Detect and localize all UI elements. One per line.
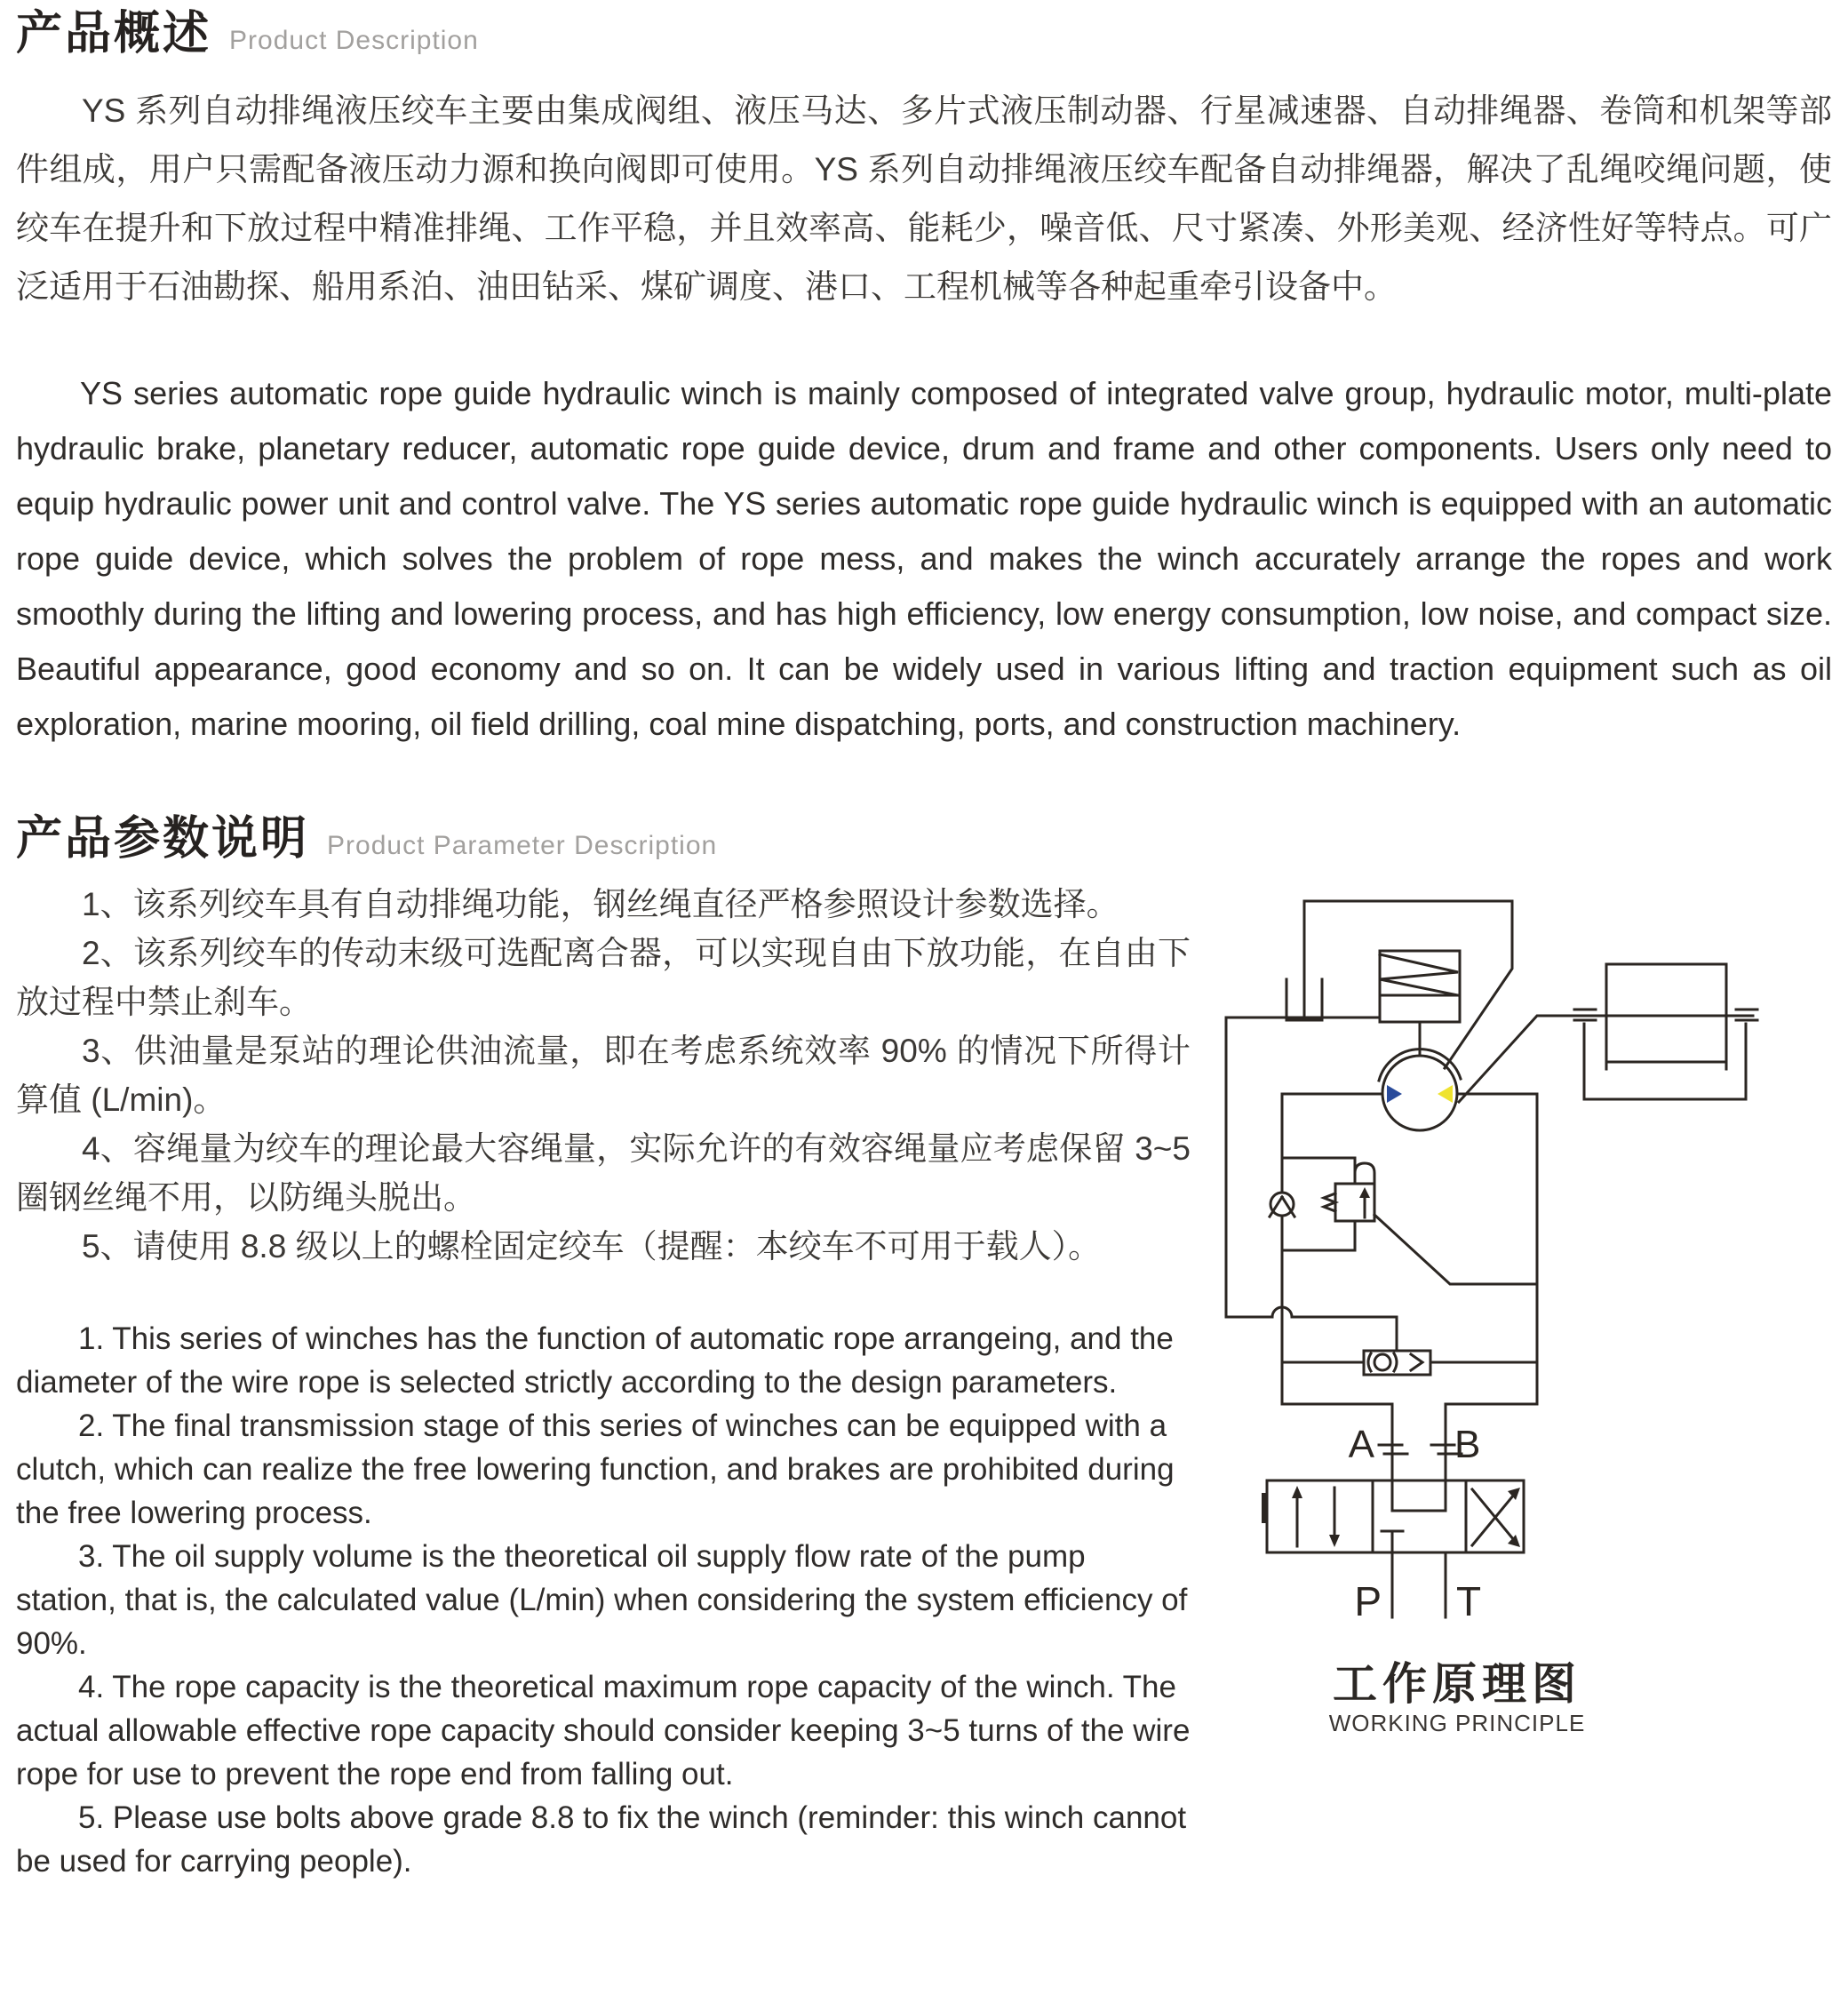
pt-port-lines bbox=[1392, 1552, 1446, 1617]
parameter-title-zh: 产品参数说明 bbox=[16, 813, 310, 865]
motor-port-triangle-blue bbox=[1387, 1085, 1402, 1103]
overview-paragraph-zh: YS 系列自动排绳液压绞车主要由集成阀组、液压马达、多片式液压制动器、行星减速器、自动排绳器、卷筒和机架等部件组成，用户只需配备液压动力源和换向阀即可使用。YS 系列自动排绳液压绞车配备自动排绳器，解决了乱绳咬绳问题，使绞车在提升和下放过程中精准排绳、工作平稳，并且效率高、能耗少，噪音低、尺寸紧凑、外形美观、经济性好等特点。可广泛适用于石油勘探、船用系泊、油田钻采、煤矿调度、港口、工程机械等各种起重牵引设备中。 bbox=[16, 92, 1832, 305]
overview-section bbox=[16, 5, 1832, 752]
hydraulic-schematic-icon bbox=[1191, 880, 1848, 1742]
directional-valve-symbol bbox=[1264, 1480, 1524, 1552]
overview-title-en: Product Description bbox=[229, 26, 479, 55]
note-item-zh: 3、供油量是泵站的理论供油流量，即在考虑系统效率 90% 的情况下所得计算值 (L/min)。 bbox=[16, 1033, 1191, 1118]
counterbalance-valve-symbol bbox=[1282, 1158, 1537, 1284]
port-label-p: P bbox=[1354, 1578, 1382, 1624]
note-item-zh: 4、容绳量为绞车的理论最大容绳量，实际允许的有效容绳量应考虑保留 3~5 圈钢丝绳不用，以防绳头脱出。 bbox=[16, 1130, 1191, 1216]
parameter-header bbox=[16, 810, 1832, 867]
diagram-caption-en: WORKING PRINCIPLE bbox=[1328, 1710, 1586, 1736]
note-item-zh: 1、该系列绞车具有自动排绳功能，钢丝绳直径严格参照设计参数选择。 bbox=[82, 886, 1119, 922]
note-item-en: 4. The rope capacity is the theoretical maximum rope capacity of the winch. The actual allowable effective rope capacity should consider keeping 3~5 turns of the wire rope for use to prevent the rope end from falling out. bbox=[16, 1670, 1191, 1792]
note-item-en: 2. The final transmission stage of this series of winches can be equipped with a clutch, which can realize the free lowering function, and brakes are prohibited during the free lowering process. bbox=[16, 1408, 1175, 1530]
motor-port-triangle-yellow bbox=[1438, 1085, 1453, 1103]
shuttle-valve-symbol bbox=[1282, 1351, 1537, 1375]
overview-title-zh: 产品概述 bbox=[16, 8, 212, 60]
port-label-a: A bbox=[1348, 1423, 1374, 1466]
check-valve-symbol bbox=[1270, 1193, 1294, 1217]
parameter-title-en: Product Parameter Description bbox=[327, 831, 718, 860]
port-label-t: T bbox=[1456, 1578, 1482, 1624]
drum-symbol bbox=[1459, 964, 1757, 1102]
note-item-en: 5. Please use bolts above grade 8.8 to fix the winch (reminder: this winch cannot be used for carrying people). bbox=[16, 1800, 1187, 1879]
note-item-en: 3. The oil supply volume is the theoretical oil supply flow rate of the pump station, that is, the calculated value (L/min) when considering the system efficiency of 90%. bbox=[16, 1539, 1188, 1661]
port-label-b: B bbox=[1454, 1423, 1481, 1466]
work-lines bbox=[1282, 1094, 1537, 1480]
note-item-zh: 2、该系列绞车的传动末级可选配离合器，可以实现自由下放功能，在自由下放过程中禁止刹车。 bbox=[16, 935, 1191, 1020]
notes-zh-list bbox=[16, 880, 1191, 1271]
diagram-caption-zh: 工作原理图 bbox=[1333, 1659, 1581, 1709]
parameter-text-column bbox=[16, 880, 1191, 1883]
notes-en-list bbox=[16, 1317, 1191, 1883]
note-item-en: 1. This series of winches has the function of automatic rope arrangeing, and the diameter of the wire rope is selected strictly according to the design parameters. bbox=[16, 1321, 1174, 1400]
overview-paragraph-en: YS series automatic rope guide hydraulic winch is mainly composed of integrated valve group, hydraulic motor, multi-plate hydraulic brake, planetary reducer, automatic rope guide device, drum and frame and other components. Users only need to equip hydraulic power unit and control valve. The YS series automatic rope guide hydraulic winch is equipped with an automatic rope guide device, which solves the problem of rope mess, and makes the winch accurately arrange the ropes and work smoothly during the lifting and lowering process, and has high efficiency, low energy consumption, low noise, and compact size. Beautiful appearance, good economy and so on. It can be widely used in various lifting and traction equipment such as oil exploration, marine mooring, oil field drilling, coal mine dispatching, ports, and construction machinery. bbox=[16, 375, 1832, 742]
working-principle-diagram bbox=[1191, 880, 1848, 1746]
brake-symbol bbox=[1380, 951, 1460, 1056]
parameter-section bbox=[16, 810, 1832, 1883]
note-item-zh: 5、请使用 8.8 级以上的螺栓固定绞车（提醒：本绞车不可用于载人）。 bbox=[82, 1228, 1102, 1265]
overview-header bbox=[16, 5, 1832, 62]
parameter-body bbox=[16, 880, 1832, 1883]
hydraulic-motor-symbol bbox=[1379, 1049, 1461, 1130]
